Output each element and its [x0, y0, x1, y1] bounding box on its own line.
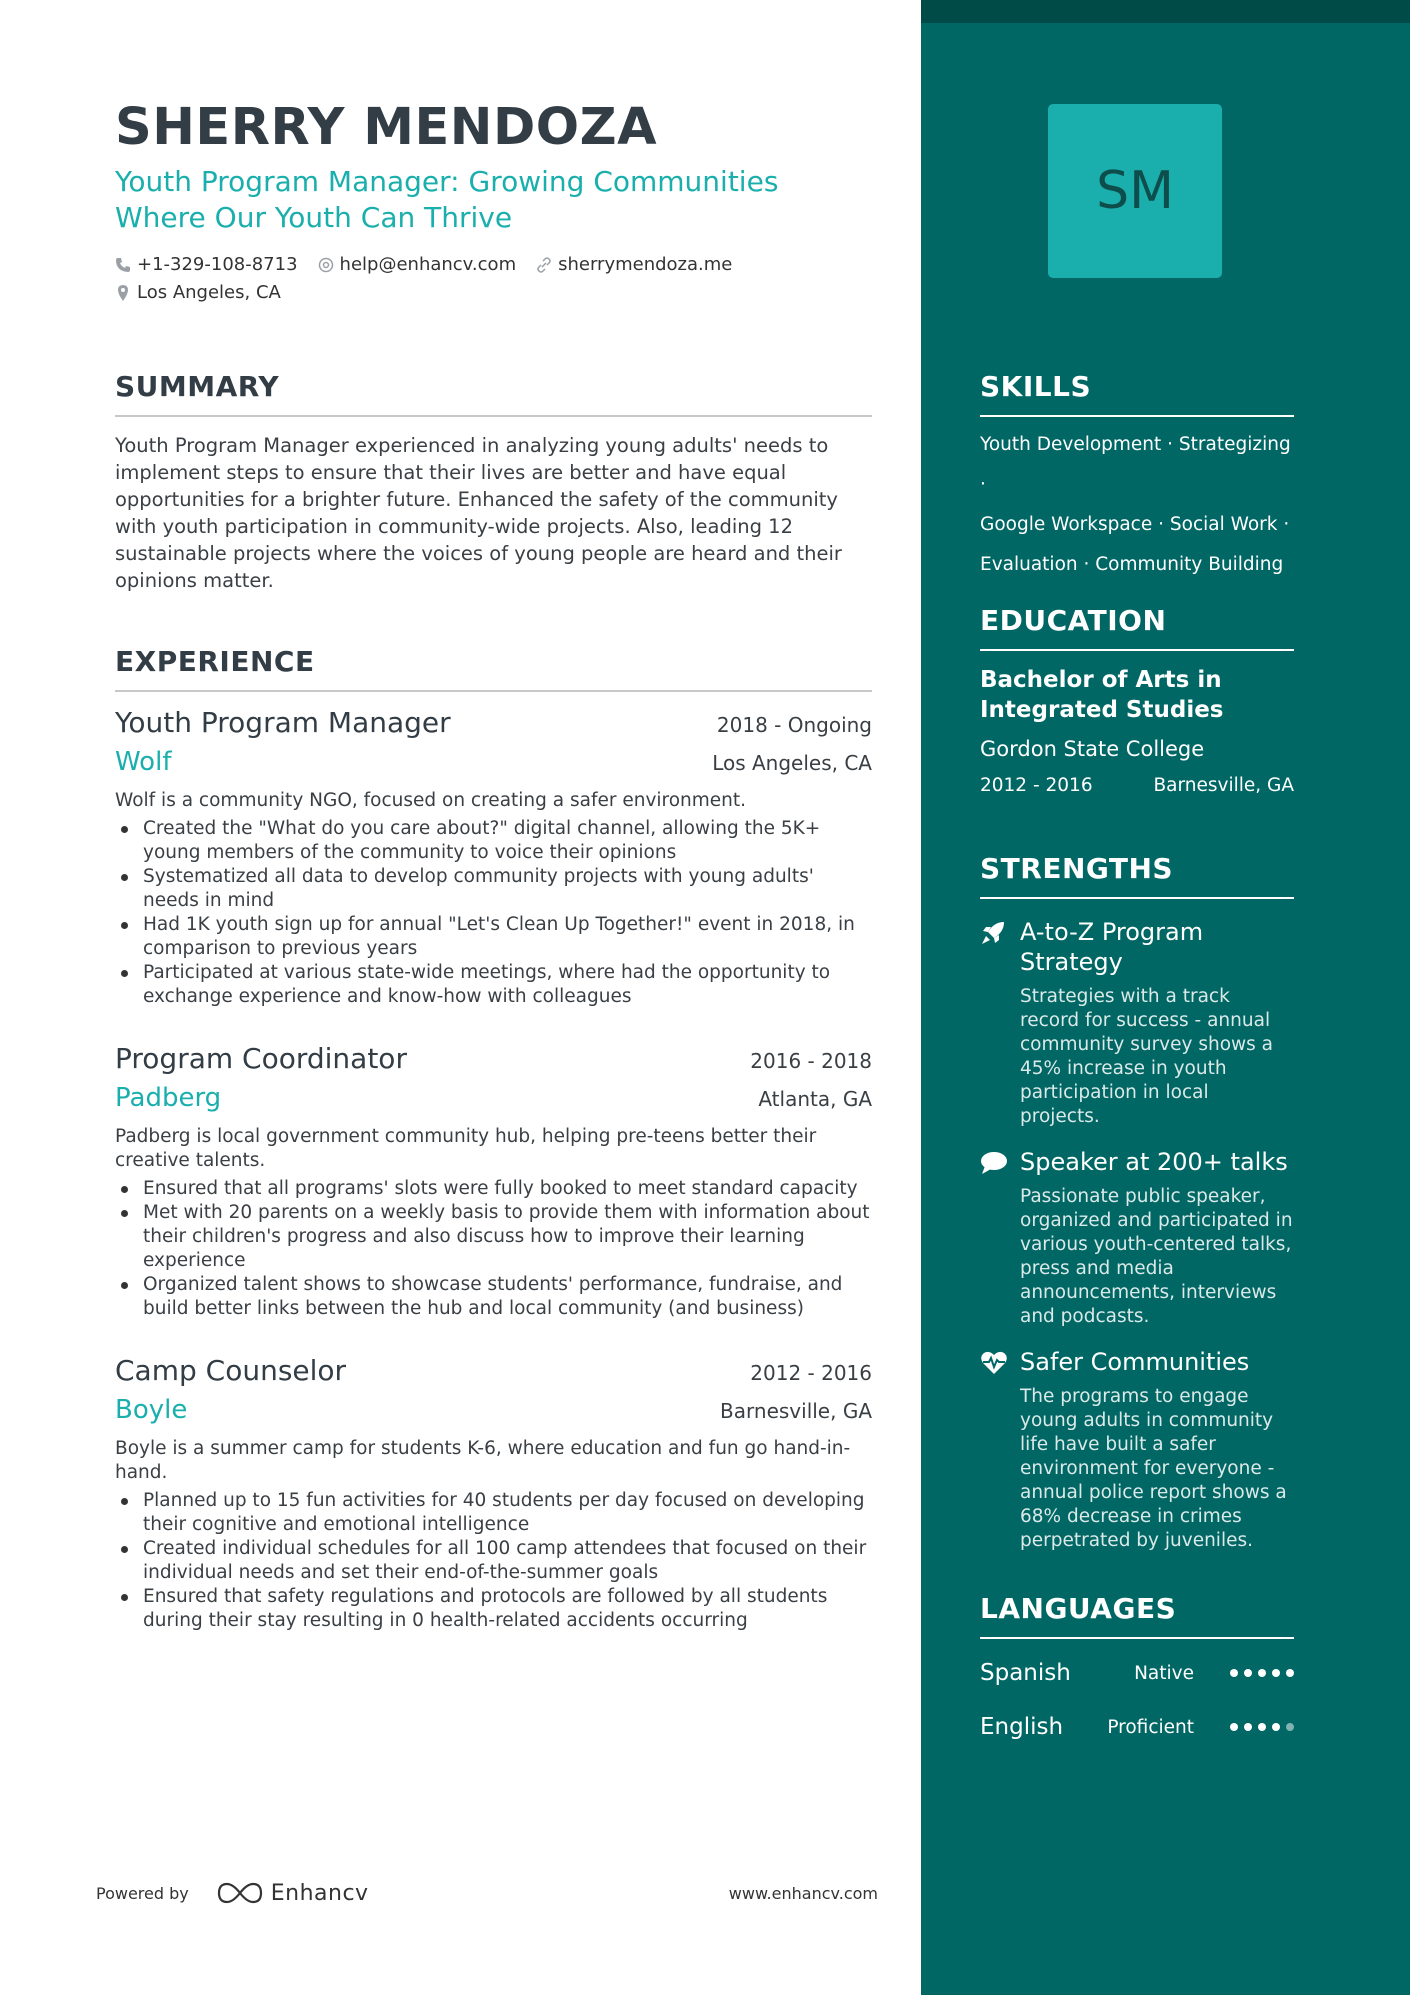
job-description: Boyle is a summer camp for students K-6, where education and fun go hand-in-hand. [115, 1438, 851, 1483]
strength-title: A-to-Z Program Strategy [1020, 918, 1204, 976]
candidate-name: SHERRY MENDOZA [115, 98, 658, 157]
job-location: Atlanta, GA [758, 1087, 872, 1111]
job-company: Boyle [115, 1395, 188, 1425]
job-entry [115, 706, 872, 1009]
job-bullet: Ensured that safety regulations and protocols are followed by all students during their stay resulting in 0 health-related accidents occurring [143, 1585, 872, 1633]
job-bullet: Met with 20 parents on a weekly basis to provide them with information about their children's progress and also discuss how to improve their learning experience [143, 1201, 872, 1273]
at-icon [318, 257, 334, 273]
job-bullet: Ensured that all programs' slots were fully booked to meet standard capacity [143, 1177, 872, 1201]
strength-item [980, 1147, 1294, 1329]
job-bullet: Systematized all data to develop community projects with young adults' needs in mind [143, 865, 872, 913]
rating-dot [1244, 1669, 1252, 1677]
phone-icon [115, 257, 131, 273]
rating-dot [1286, 1669, 1294, 1677]
job-bullet: Had 1K youth sign up for annual "Let's Clean Up Together!" event in 2018, in comparison to previous years [143, 913, 872, 961]
education-dates: 2012 - 2016 [980, 775, 1093, 796]
strength-description: Passionate public speaker, organized and participated in various youth-centered talks, press and media announcements, interviews and podcasts. [1020, 1186, 1293, 1327]
job-location: Barnesville, GA [720, 1399, 872, 1423]
contact-email [318, 254, 517, 275]
education-heading: EDUCATION [980, 604, 1294, 651]
job-title: Program Coordinator [115, 1042, 407, 1075]
rating-dot [1258, 1669, 1266, 1677]
job-company: Padberg [115, 1083, 222, 1113]
speech-bubble-icon [980, 1150, 1008, 1176]
rating-dot [1286, 1723, 1294, 1731]
rating-dot [1230, 1723, 1238, 1731]
strength-title: Safer Communities [1020, 1348, 1250, 1376]
heartbeat-icon [980, 1350, 1008, 1376]
job-title: Youth Program Manager [115, 706, 451, 739]
job-description: Padberg is local government community hub, helping pre-teens better their creative talents. [115, 1126, 817, 1171]
contact-location [115, 282, 281, 303]
job-dates: 2016 - 2018 [750, 1049, 872, 1073]
job-bullet: Organized talent shows to showcase students' performance, fundraise, and build better links between the hub and local community (and business) [143, 1273, 872, 1321]
job-location: Los Angeles, CA [712, 751, 872, 775]
phone-text[interactable]: +1-329-108-8713 [137, 254, 298, 275]
sidebar-top-bar [921, 0, 1410, 23]
rocket-icon [980, 920, 1006, 946]
education-school: Gordon State College [980, 737, 1205, 761]
education-section [980, 604, 1294, 796]
skills-section [980, 370, 1294, 585]
summary-text: Youth Program Manager experienced in analyzing young adults' needs to implement steps to ensure that their lives are better and have equal opportunities for a brighter future. Enhanced the safety of the community with youth participation in community-wide projects. Also, leading 12 sustainable projects where the voices of young people are heard and their opinions matter. [115, 434, 842, 592]
contact-phone [115, 254, 298, 275]
strengths-heading: STRENGTHS [980, 852, 1294, 899]
rating-dot [1272, 1723, 1280, 1731]
language-item [980, 1657, 1294, 1689]
languages-section [980, 1592, 1294, 1743]
strength-title: Speaker at 200+ talks [1020, 1148, 1288, 1176]
job-bullets [115, 1177, 872, 1321]
skills-line: Evaluation · Community Building [980, 554, 1284, 575]
rating-dot [1258, 1723, 1266, 1731]
job-bullet: Planned up to 15 fun activities for 40 students per day focused on developing their cognitive and emotional intelligence [143, 1489, 872, 1537]
strength-item [980, 917, 1294, 1129]
location-text: Los Angeles, CA [137, 282, 281, 303]
language-rating [1224, 1723, 1294, 1731]
languages-heading: LANGUAGES [980, 1592, 1294, 1639]
location-pin-icon [115, 284, 131, 302]
rating-dot [1230, 1669, 1238, 1677]
job-dates: 2012 - 2016 [750, 1361, 872, 1385]
candidate-title: Youth Program Manager: Growing Communities Where Our Youth Can Thrive [115, 165, 779, 234]
skills-list [980, 425, 1294, 585]
job-bullet: Created individual schedules for all 100 camp attendees that focused on their individual needs and set their end-of-the-summer goals [143, 1537, 872, 1585]
job-bullet: Participated at various state-wide meetings, where had the opportunity to exchange experience and know-how with colleagues [143, 961, 872, 1009]
language-name: English [980, 1714, 1064, 1740]
education-degree: Bachelor of Arts in Integrated Studies [980, 667, 1224, 723]
link-icon [536, 257, 552, 273]
rating-dot [1244, 1723, 1252, 1731]
language-rating [1224, 1669, 1294, 1677]
strength-description: Strategies with a track record for success - annual community survey shows a 45% increase in youth participation in local projects. [1020, 986, 1274, 1127]
language-level: Proficient [1107, 1716, 1194, 1738]
language-name: Spanish [980, 1660, 1071, 1686]
job-entry [115, 1042, 872, 1321]
contact-row-2 [115, 282, 301, 303]
job-bullet: Created the "What do you care about?" digital channel, allowing the 5K+ young members of the community to voice their opinions [143, 817, 872, 865]
rating-dot [1272, 1669, 1280, 1677]
enhancv-logo-icon [215, 1880, 265, 1906]
skills-line: Google Workspace · Social Work · [980, 514, 1290, 535]
strengths-section [980, 852, 1294, 1553]
powered-by-label: Powered by [96, 1883, 189, 1903]
job-title: Camp Counselor [115, 1354, 347, 1387]
education-location: Barnesville, GA [1153, 775, 1294, 796]
strength-description: The programs to engage young adults in community life have built a safer environment for everyone - annual police report shows a 68% decrease in crimes perpetrated by juveniles. [1020, 1386, 1287, 1551]
contact-website [536, 254, 732, 275]
language-item [980, 1711, 1294, 1743]
strength-item [980, 1347, 1294, 1553]
skills-heading: SKILLS [980, 370, 1294, 417]
footer [96, 1880, 878, 1906]
job-bullets [115, 1489, 872, 1633]
skills-line: Youth Development · Strategizing · [980, 434, 1291, 495]
summary-heading: SUMMARY [115, 370, 872, 417]
job-company: Wolf [115, 747, 172, 777]
job-dates: 2018 - Ongoing [716, 713, 872, 737]
email-link[interactable]: help@enhancv.com [339, 254, 517, 275]
job-bullets [115, 817, 872, 1009]
job-entry [115, 1354, 872, 1633]
powered-by [96, 1880, 369, 1906]
enhancv-brand[interactable]: Enhancv [270, 1880, 369, 1906]
language-level: Native [1134, 1662, 1194, 1684]
avatar: SM [1048, 104, 1222, 278]
contact-row [115, 254, 752, 275]
experience-heading: EXPERIENCE [115, 645, 872, 692]
website-link[interactable]: sherrymendoza.me [558, 254, 733, 275]
footer-url[interactable]: www.enhancv.com [728, 1883, 878, 1903]
job-description: Wolf is a community NGO, focused on creating a safer environment. [115, 790, 747, 811]
